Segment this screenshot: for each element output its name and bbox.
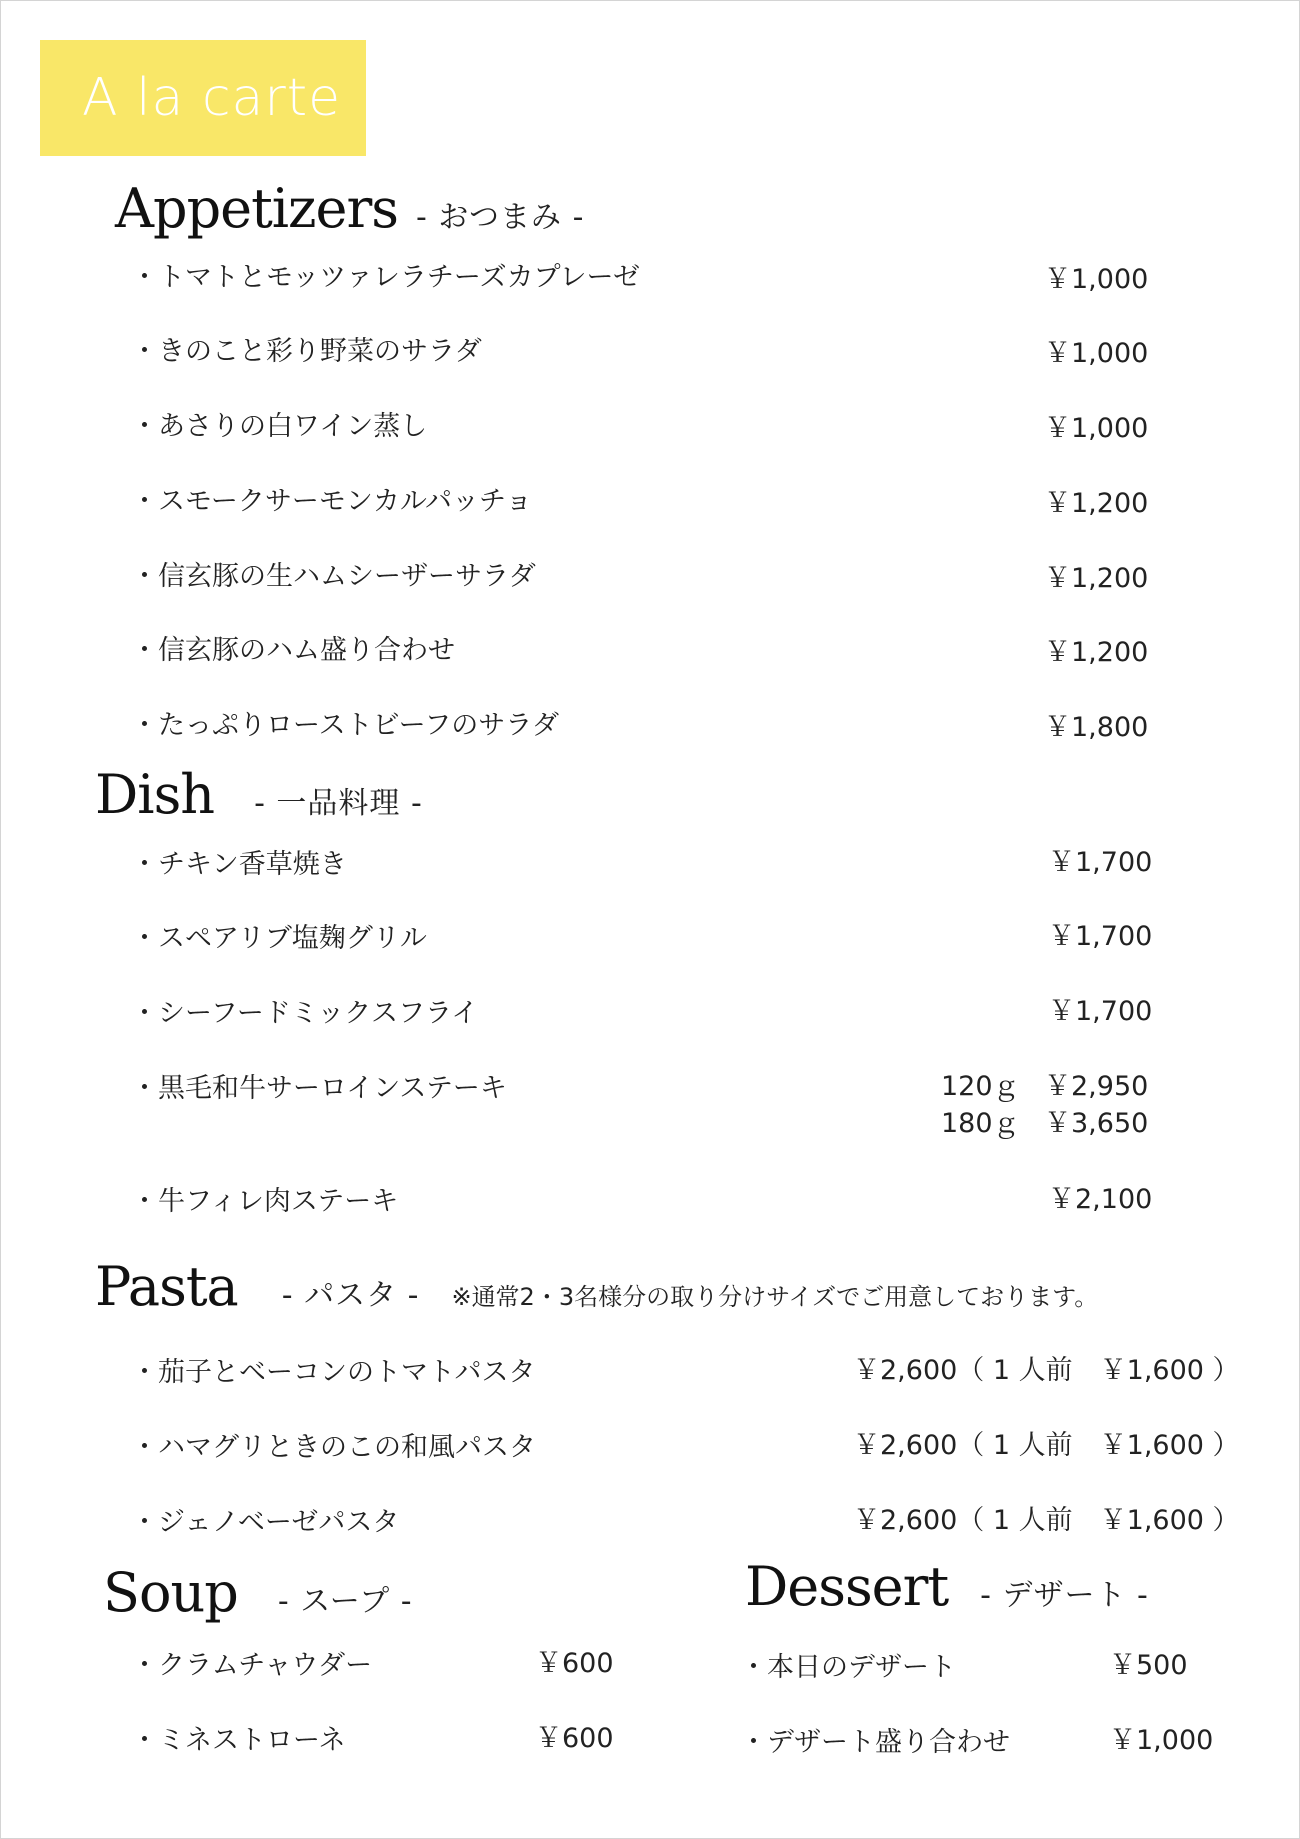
- menu-item: ・チキン香草焼き: [131, 849, 347, 880]
- soup-title-jp: - スープ -: [277, 1584, 413, 1619]
- menu-item-weight: 120ｇ: [941, 1071, 1020, 1102]
- menu-item-price: ￥1,700: [1048, 847, 1153, 878]
- menu-item-price: ￥2,600（ 1 人前 ￥1,600 ）: [853, 1505, 1240, 1536]
- menu-item-price: ￥1,200: [1044, 563, 1149, 594]
- dish-title-en: Dish: [95, 763, 215, 826]
- menu-item-price: ￥1,700: [1048, 921, 1153, 952]
- menu-item-price: ￥1,200: [1044, 488, 1149, 519]
- menu-item: ・黒毛和牛サーロインステーキ: [131, 1073, 507, 1104]
- appetizers-title-jp: - おつまみ -: [416, 200, 585, 235]
- menu-item-price: ￥2,100: [1048, 1184, 1153, 1215]
- menu-item: ・牛フィレ肉ステーキ: [131, 1186, 399, 1217]
- menu-item-price: ￥1,700: [1048, 996, 1153, 1027]
- menu-item-price: ￥1,000: [1109, 1725, 1214, 1756]
- pasta-title-jp: - パスタ -: [281, 1278, 420, 1313]
- menu-item-price: ￥600: [535, 1648, 614, 1679]
- menu-item-price: ￥2,950: [1044, 1071, 1149, 1102]
- menu-item: ・信玄豚のハム盛り合わせ: [131, 635, 455, 666]
- menu-item-price: ￥1,000: [1044, 338, 1149, 369]
- dessert-title-jp: - デザート -: [980, 1578, 1149, 1613]
- soup-title-en: Soup: [103, 1561, 238, 1624]
- menu-item: ・ハマグリときのこの和風パスタ: [131, 1432, 536, 1463]
- menu-item-price: ￥1,000: [1044, 413, 1149, 444]
- menu-item: ・デザート盛り合わせ: [740, 1727, 1010, 1758]
- dish-title-jp: - 一品料理 -: [254, 786, 423, 821]
- a-la-carte-badge: A la carte: [40, 40, 366, 156]
- appetizers-heading: [115, 177, 584, 240]
- menu-item: ・信玄豚の生ハムシーザーサラダ: [131, 561, 536, 592]
- menu-item: ・スペアリブ塩麹グリル: [131, 923, 427, 954]
- menu-item-price: ￥1,800: [1044, 712, 1149, 743]
- menu-item: ・ジェノベーゼパスタ: [131, 1507, 400, 1538]
- menu-item-price: ￥500: [1109, 1650, 1188, 1681]
- menu-item-price: ￥600: [535, 1723, 614, 1754]
- menu-item-price: ￥1,000: [1044, 264, 1149, 295]
- menu-item: ・トマトとモッツァレラチーズカプレーゼ: [131, 262, 640, 293]
- menu-item-price: ￥3,650: [1044, 1108, 1149, 1139]
- dessert-heading: [745, 1555, 1149, 1618]
- menu-item: ・スモークサーモンカルパッチョ: [131, 486, 533, 517]
- menu-item-weight: 180ｇ: [941, 1108, 1020, 1139]
- menu-item: ・たっぷりローストビーフのサラダ: [131, 710, 559, 741]
- soup-heading: [103, 1561, 413, 1624]
- dessert-title-en: Dessert: [745, 1555, 949, 1618]
- dish-heading: [95, 763, 423, 826]
- menu-item-price: ￥2,600（ 1 人前 ￥1,600 ）: [853, 1355, 1240, 1386]
- pasta-note: ※通常2・3名様分の取り分けサイズでご用意しております。: [451, 1283, 1099, 1311]
- menu-item: ・きのこと彩り野菜のサラダ: [131, 336, 482, 367]
- appetizers-title-en: Appetizers: [115, 177, 398, 240]
- menu-item: ・ミネストローネ: [131, 1725, 346, 1756]
- menu-item: ・シーフードミックスフライ: [131, 998, 479, 1029]
- pasta-title-en: Pasta: [95, 1255, 238, 1318]
- menu-item-price: ￥2,600（ 1 人前 ￥1,600 ）: [853, 1430, 1240, 1461]
- menu-item: ・本日のデザート: [740, 1652, 956, 1683]
- menu-item-price: ￥1,200: [1044, 637, 1149, 668]
- menu-item: ・茄子とベーコンのトマトパスタ: [131, 1357, 536, 1388]
- menu-item: ・あさりの白ワイン蒸し: [131, 411, 428, 442]
- pasta-heading: [95, 1255, 1098, 1318]
- menu-item: ・クラムチャウダー: [131, 1650, 373, 1681]
